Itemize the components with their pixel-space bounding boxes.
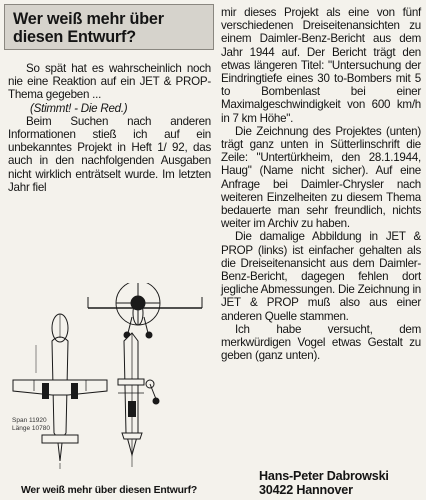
article-title xyxy=(13,10,207,46)
author-signature xyxy=(259,469,419,497)
author-city: 30422 Hannover xyxy=(259,483,353,497)
title-line-2: diesen Entwurf? xyxy=(13,28,136,46)
aircraft-drawing-svg xyxy=(6,283,212,483)
paragraph: Ich habe versucht, dem merkwürdigen Vogel etwas Gestalt zu geben (ganz unten). xyxy=(221,322,421,363)
figure-caption: Wer weiß mehr über diesen Entwurf? xyxy=(20,485,198,496)
title-line-1: Wer weiß mehr über xyxy=(13,10,164,28)
paragraph: Die damalige Abbildung in JET & PROP (links) ist einfacher gehalten als die Dreiseitenansicht aus dem Daimler-Benz-Bericht, dagegen fehlen dort jegliche Abmessungen. Die Zeichnung in JET & PROP muß also aus einer anderen Quelle stammen. xyxy=(221,230,421,323)
paragraph: Beim Suchen nach anderen Informationen stieß ich auf ein unbekanntes Projekt in Heft 1/ 92, das auch in den nachfolgenden Ausgaben nicht wirklich enträtselt wurde. Im letzten Jahr fiel xyxy=(8,114,211,194)
paragraph: Die Zeichnung des Projektes (unten) trägt ganz unten in Sütterlinschrift die Zeile: "Untertürkheim, den 28.1.1944, Haug" (Name nicht sicher). Auf eine Anfrage bei Daimler-Chrysler nach weiteren Einzelheiten zu diesem Thema bedauerte man sehr freundlich, nichts weiter im Archiv zu haben. xyxy=(221,124,421,231)
article-title-box xyxy=(4,4,214,50)
drawing-dimensions xyxy=(12,417,50,433)
span-dimension: Span 11920 xyxy=(12,417,47,424)
side-view xyxy=(118,333,159,467)
left-body-text xyxy=(4,62,214,194)
aircraft-three-view-drawing xyxy=(6,283,212,483)
top-view xyxy=(13,314,107,469)
left-column xyxy=(4,4,214,194)
front-view xyxy=(88,283,202,338)
length-dimension: Länge 10780 xyxy=(12,425,50,432)
paragraph: mir dieses Projekt als eine von fünf verschiedenen Dreiseitenansichten zu einem Daimler-Benz-Bericht aus dem Jahr 1944 auf. Der Bericht trägt den etwas längeren Titel: "Untersuchung der Eindringtiefe eines 30 to-Bombers mit 5 to Bombenlast bei einer Maximalgeschwindigkeit von 600 km/h in 7 km Höhe". xyxy=(221,6,421,125)
editor-comment: (Stimmt! - Die Red.) xyxy=(30,101,128,115)
right-column xyxy=(221,6,421,362)
author-name: Hans-Peter Dabrowski xyxy=(259,469,389,483)
paragraph: So spät hat es wahrscheinlich noch nie eine Reaktion auf ein JET & PROP-Thema gegeben ... xyxy=(8,62,211,102)
